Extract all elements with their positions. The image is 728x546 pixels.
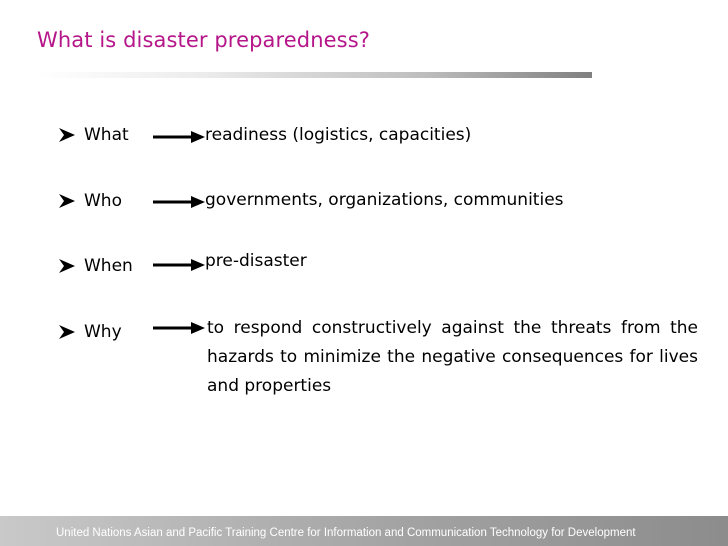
item-label-what: What bbox=[84, 125, 129, 145]
right-arrow-icon bbox=[153, 258, 205, 272]
footer-text: United Nations Asian and Pacific Training Centre for Information and Communication Technology for Development bbox=[56, 527, 636, 539]
arrowhead-bullet-icon bbox=[58, 127, 76, 143]
right-arrow-icon bbox=[153, 195, 205, 209]
title-divider bbox=[37, 72, 592, 78]
item-definition-what: readiness (logistics, capacities) bbox=[205, 125, 472, 145]
item-definition-when: pre-disaster bbox=[205, 251, 307, 271]
right-arrow-icon bbox=[153, 321, 205, 335]
arrowhead-bullet-icon bbox=[58, 258, 76, 274]
item-definition-why: to respond constructively against the threats from the hazards to minimize the negative consequences for lives and properties bbox=[207, 318, 698, 396]
slide-title: What is disaster preparedness? bbox=[37, 28, 370, 52]
footer-bar bbox=[0, 516, 728, 546]
item-label-why: Why bbox=[84, 322, 122, 342]
right-arrow-icon bbox=[153, 130, 205, 144]
arrowhead-bullet-icon bbox=[58, 324, 76, 340]
arrowhead-bullet-icon bbox=[58, 193, 76, 209]
item-label-when: When bbox=[84, 256, 133, 276]
item-definition-who: governments, organizations, communities bbox=[205, 190, 564, 210]
item-label-who: Who bbox=[84, 191, 122, 211]
